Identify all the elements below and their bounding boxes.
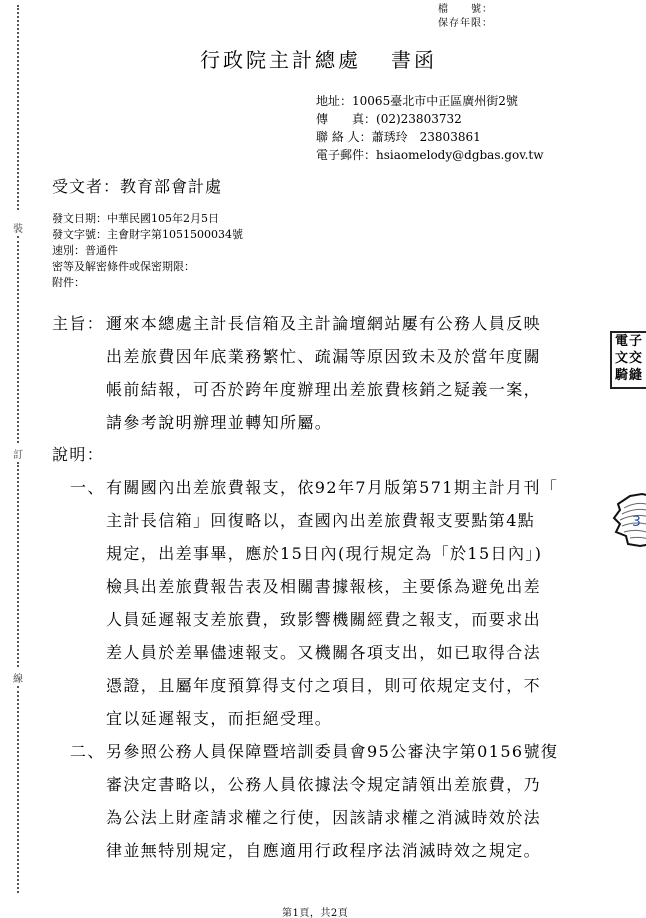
electronic-document-stamp: 電子 文交 騎縫 xyxy=(610,331,646,389)
item-line: 主計長信箱」回復略以，查國內出差旅費報支要點第4點 xyxy=(106,511,536,530)
sender-email[interactable]: hsiaomelody@dgbas.gov.tw xyxy=(376,148,544,162)
sender-address-row: 地址：10065臺北市中正區廣州街2號 xyxy=(316,94,518,108)
page-number: 第1頁，共2頁 xyxy=(282,908,349,918)
subject-line: 邇來本總處主計長信箱及主計論壇網站屢有公務人員反映 xyxy=(106,314,542,333)
seal-icon xyxy=(612,492,646,548)
item-marker: 二、 xyxy=(70,742,105,761)
explanation-label: 說明： xyxy=(52,445,105,464)
title-org: 行政院主計總處 xyxy=(200,48,361,72)
sender-email-row: 電子郵件：hsiaomelody@dgbas.gov.tw xyxy=(316,148,544,162)
sender-contact: 蕭琇玲 23803861 xyxy=(371,130,481,144)
subject-line: 出差旅費因年底業務繁忙、疏漏等原因致未及於當年度關 xyxy=(106,347,542,366)
binding-char-zhuang: 裝 xyxy=(10,220,26,235)
binding-char-ding: 訂 xyxy=(10,446,26,461)
item-line: 規定，出差事畢，應於15日內(現行規定為「於15日內」) xyxy=(106,544,543,563)
item-line: 審決定書略以，公務人員依據法令規定請領出差旅費，乃 xyxy=(106,775,542,794)
item-marker: 一、 xyxy=(70,478,105,497)
binding-line-segment xyxy=(17,686,19,893)
item-line: 為公法上財產請求權之行使，因該請求權之消滅時效於法 xyxy=(106,808,542,827)
sender-info xyxy=(316,92,543,164)
item-line: 檢具出差旅費報告表及相關書據報核，主要係為避免出差 xyxy=(106,577,542,596)
sender-fax-row: 傳 真：(02)23803732 xyxy=(316,112,462,126)
item-line: 宜以延遲報支，而拒絕受理。 xyxy=(106,709,333,728)
sender-fax: (02)23803732 xyxy=(376,112,462,126)
issue-attachment: 附件： xyxy=(52,276,85,289)
retention-period-label: 保存年限： xyxy=(438,18,493,29)
recipient-value: 教育部會計處 xyxy=(120,177,223,196)
file-number-label: 檔 號： xyxy=(438,4,493,15)
binding-line-segment xyxy=(17,5,19,210)
issue-info xyxy=(52,211,243,291)
item-line: 有關國內出差旅費報支，依92年7月版第571期主計月刊「 xyxy=(106,478,559,497)
document-title xyxy=(200,44,437,73)
sender-contact-row: 聯 絡 人：蕭琇玲 23803861 xyxy=(316,130,481,144)
item-line: 律並無特別規定，自應適用行政程序法消滅時效之規定。 xyxy=(106,841,542,860)
issue-number: 發文字號：主會財字第1051500034號 xyxy=(52,228,243,241)
issue-security: 密等及解密條件或保密期限： xyxy=(52,260,195,273)
issue-speed: 速別：普通件 xyxy=(52,244,118,257)
recipient xyxy=(52,174,222,197)
item-line: 另參照公務人員保障暨培訓委員會95公審決字第0156號復 xyxy=(106,742,559,761)
item-line: 人員延遲報支差旅費，致影響機關經費之報支，而要求出 xyxy=(106,610,542,629)
binding-line-segment xyxy=(17,236,19,443)
svg-text:3: 3 xyxy=(632,514,641,530)
subject-line: 帳前結報，可否於跨年度辦理出差旅費核銷之疑義一案， xyxy=(106,380,542,399)
binding-line-segment xyxy=(17,462,19,667)
issue-date: 發文日期：中華民國105年2月5日 xyxy=(52,212,219,225)
sender-address: 10065臺北市中正區廣州街2號 xyxy=(352,94,518,108)
subject-label: 主旨： xyxy=(52,314,105,333)
recipient-label: 受文者： xyxy=(52,177,121,196)
item-line: 差人員於差畢儘速報支。又機關各項支出，如已取得合法 xyxy=(106,643,542,662)
item-line: 憑證，且屬年度預算得支付之項目，則可依規定支付，不 xyxy=(106,676,542,695)
subject-line: 請參考說明辦理並轉知所屬。 xyxy=(106,413,333,432)
binding-char-xian: 線 xyxy=(10,670,26,685)
title-doc-type: 書函 xyxy=(391,48,437,72)
